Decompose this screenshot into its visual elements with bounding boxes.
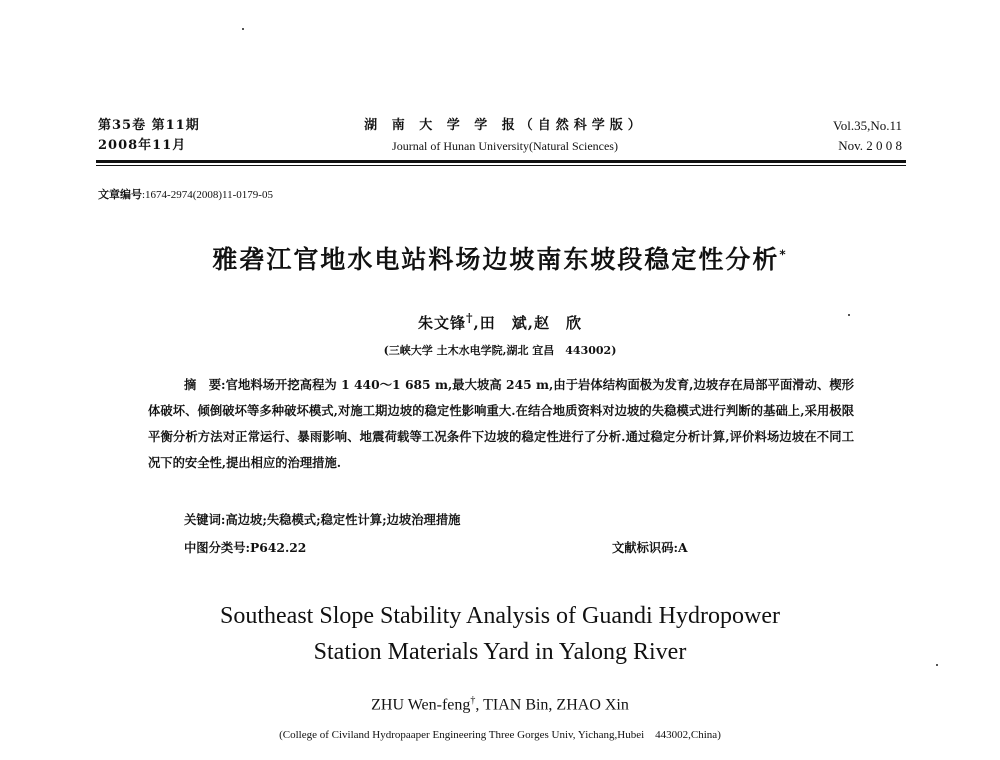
authors-en-rest: , TIAN Bin, ZHAO Xin xyxy=(475,696,629,714)
clc-number xyxy=(184,538,306,556)
author-cn-first: 朱文锋 xyxy=(417,314,466,332)
authors-cn xyxy=(100,310,900,333)
document-code xyxy=(612,538,688,556)
affiliation-en: (College of Civiland Hydropaaper Engineering Three Gorges Univ, Yichang,Hubei 443002,China) xyxy=(279,729,721,741)
header-rule-thin xyxy=(96,165,906,166)
doc-code-value: :A xyxy=(673,540,688,555)
title-en xyxy=(100,598,900,670)
doc-code-label: 文献标识码 xyxy=(612,540,674,555)
affiliation-cn: (三峡大学 土木水电学院,湖北 宜昌 443002) xyxy=(383,344,617,357)
header-center xyxy=(340,116,670,156)
title-en-line2: Station Materials Yard in Yalong River xyxy=(313,639,687,665)
scan-speck xyxy=(848,314,850,316)
authors-en xyxy=(100,695,900,714)
article-number-label: 文章编号 xyxy=(98,188,142,201)
title-cn xyxy=(100,240,900,276)
title-footnote-mark: * xyxy=(779,247,788,262)
authors-cn-rest: ,田 斌,赵 欣 xyxy=(473,314,582,332)
clc-value: :P642.22 xyxy=(245,540,307,555)
header-rule-thick xyxy=(96,160,906,163)
volume-en: Vol.35,No.11 xyxy=(833,118,902,133)
article-number-value: :1674-2974(2008)11-0179-05 xyxy=(142,189,273,201)
header-left xyxy=(98,116,200,156)
keywords xyxy=(184,510,460,528)
abstract-text: :官地料场开挖高程为 1 440～1 685 m,最大坡高 245 m,由于岩体结构面极为发育,边坡存在局部平面滑动、楔形体破坏、倾倒破坏等多种破坏模式,对施工期边坡的稳定性影响重大.在结合地质资料对边坡的失稳模式进行判断的基础上,采用极限平衡分析方法对正常运行、暴雨影响、地震荷载等工况条件下边坡的稳定性进行了分析.通过稳定分析计算,评价料场边坡在不同工况下的安全性,提出相应的治理措施. xyxy=(148,377,854,470)
date-en: Nov. 2 0 0 8 xyxy=(838,138,902,153)
header-right xyxy=(833,116,902,156)
abstract xyxy=(148,372,854,476)
scan-speck xyxy=(936,664,938,666)
title-cn-text: 雅砻江官地水电站料场边坡南东坡段稳定性分析 xyxy=(212,245,780,274)
author-en-first: ZHU Wen-feng xyxy=(371,696,471,714)
keywords-text: :高边坡;失稳模式;稳定性计算;边坡治理措施 xyxy=(220,512,461,527)
journal-name-cn: 湖 南 大 学 学 报（自然科学版） xyxy=(364,118,646,133)
article-number xyxy=(98,186,273,202)
title-en-line1: Southeast Slope Stability Analysis of Guandi Hydropower xyxy=(220,603,780,629)
clc-label: 中图分类号 xyxy=(184,540,246,555)
date-cn: 2008年11月 xyxy=(98,138,187,153)
scan-speck xyxy=(242,28,244,30)
volume-cn: 第35卷 第11期 xyxy=(98,118,200,133)
author-cn-dagger: † xyxy=(466,310,474,325)
abstract-label: 摘 要 xyxy=(184,377,222,392)
keywords-label: 关键词 xyxy=(184,512,221,527)
author-en-dagger: † xyxy=(470,695,476,706)
journal-name-en: Journal of Hunan University(Natural Sciences) xyxy=(392,139,618,153)
